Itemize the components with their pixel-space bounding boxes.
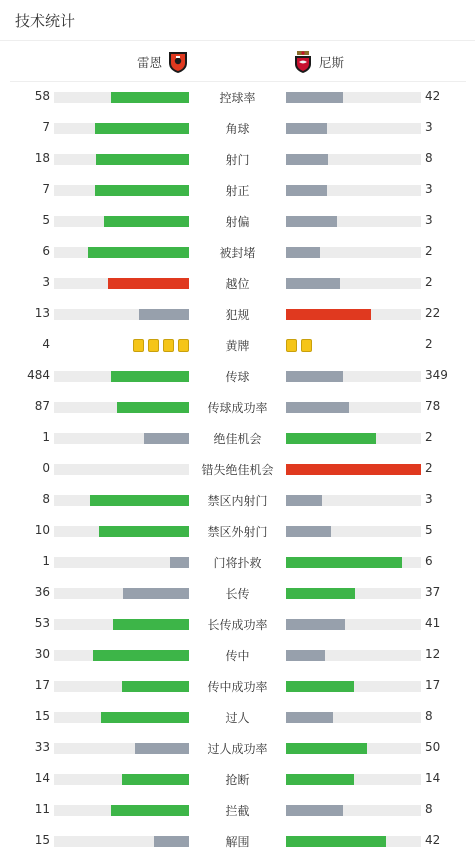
home-stat-value: 53 — [34, 616, 50, 630]
away-stat-bar — [286, 805, 421, 816]
home-stat-bar-fill — [111, 371, 189, 382]
stat-row — [0, 361, 475, 392]
stat-row — [0, 609, 475, 640]
away-stat-bar-fill — [286, 805, 343, 816]
home-stat-bar-fill — [154, 836, 189, 847]
home-team[interactable] — [137, 41, 189, 82]
away-team-name: 尼斯 — [319, 54, 345, 70]
away-stat-bar — [286, 371, 421, 382]
home-stat-bar-fill — [93, 650, 189, 661]
away-stat-value: 2 — [425, 275, 433, 289]
away-stat-bar — [286, 712, 421, 723]
home-stat-bar — [54, 247, 189, 258]
home-stat-value: 5 — [42, 213, 50, 227]
home-stat-value: 1 — [42, 430, 50, 444]
stat-row — [0, 671, 475, 702]
home-stat-bar — [54, 185, 189, 196]
away-stat-bar — [286, 433, 421, 444]
home-stat-value: 30 — [34, 647, 50, 661]
home-stat-value: 7 — [42, 182, 50, 196]
home-stat-value: 17 — [34, 678, 50, 692]
home-stat-bar — [54, 371, 189, 382]
away-stat-value: 8 — [425, 151, 433, 165]
stat-label: 长传 — [225, 587, 250, 601]
stat-label: 犯规 — [225, 308, 250, 322]
stat-label: 过人成功率 — [207, 742, 268, 756]
away-stat-bar-fill — [286, 743, 367, 754]
stats-list — [0, 82, 475, 857]
home-stat-bar-fill — [108, 278, 189, 289]
stat-row — [0, 299, 475, 330]
stat-row — [0, 826, 475, 857]
away-stat-value: 2 — [425, 244, 433, 258]
away-stat-value: 41 — [425, 616, 441, 630]
home-stat-bar-fill — [111, 805, 189, 816]
home-stat-bar-fill — [95, 123, 190, 134]
away-stat-bar-fill — [286, 464, 421, 475]
stat-label: 传中成功率 — [207, 680, 268, 694]
away-stat-bar — [286, 774, 421, 785]
away-stat-bar — [286, 526, 421, 537]
away-stat-bar-fill — [286, 619, 345, 630]
home-stat-bar-fill — [104, 216, 189, 227]
stats-header — [0, 0, 475, 41]
away-stat-bar-fill — [286, 836, 386, 847]
home-stat-bar-fill — [144, 433, 189, 444]
stat-row — [0, 578, 475, 609]
away-stat-value: 2 — [425, 461, 433, 475]
home-stat-bar — [54, 464, 189, 475]
away-stat-bar — [286, 402, 421, 413]
home-stat-bar-fill — [96, 154, 189, 165]
away-stat-bar — [286, 247, 421, 258]
away-stat-bar-fill — [286, 650, 325, 661]
stat-label: 解围 — [225, 835, 250, 849]
away-stat-value: 17 — [425, 678, 441, 692]
away-stat-bar — [286, 464, 421, 475]
home-stat-bar — [54, 526, 189, 537]
away-stat-bar-fill — [286, 123, 327, 134]
home-stat-value: 13 — [34, 306, 50, 320]
stat-label: 控球率 — [219, 91, 256, 105]
away-stat-value: 3 — [425, 213, 433, 227]
home-stat-bar — [54, 774, 189, 785]
home-stat-value: 15 — [34, 833, 50, 847]
home-stat-bar-fill — [122, 774, 190, 785]
home-stat-bar — [54, 650, 189, 661]
home-stat-value: 33 — [34, 740, 50, 754]
away-stat-bar — [286, 743, 421, 754]
away-stat-value: 349 — [425, 368, 448, 382]
stat-label: 拦截 — [225, 804, 250, 818]
stat-row — [0, 113, 475, 144]
stat-row — [0, 547, 475, 578]
home-yellow-cards — [133, 339, 189, 352]
stat-label: 抢断 — [225, 773, 250, 787]
stat-label: 射正 — [225, 184, 250, 198]
home-stat-value: 1 — [42, 554, 50, 568]
stat-row — [0, 237, 475, 268]
home-stat-value: 4 — [42, 337, 50, 351]
stat-label: 错失绝佳机会 — [201, 463, 274, 477]
away-stat-value: 42 — [425, 833, 441, 847]
stat-label: 禁区内射门 — [207, 494, 268, 508]
home-stat-bar — [54, 743, 189, 754]
home-stat-value: 11 — [34, 802, 50, 816]
home-stat-value: 484 — [27, 368, 50, 382]
away-stat-bar — [286, 92, 421, 103]
away-stat-bar — [286, 123, 421, 134]
away-stat-value: 6 — [425, 554, 433, 568]
away-stat-bar — [286, 650, 421, 661]
stat-label: 射门 — [225, 153, 250, 167]
away-stat-bar — [286, 681, 421, 692]
away-stat-value: 2 — [425, 337, 433, 351]
nice-crest-icon — [292, 50, 314, 74]
home-stat-bar — [54, 836, 189, 847]
away-stat-bar-fill — [286, 495, 322, 506]
stat-row — [0, 144, 475, 175]
stat-row — [0, 485, 475, 516]
away-team[interactable] — [292, 41, 344, 82]
home-stat-bar — [54, 433, 189, 444]
stat-row — [0, 702, 475, 733]
home-stat-bar-fill — [88, 247, 189, 258]
home-stat-bar-fill — [113, 619, 189, 630]
away-stat-bar-fill — [286, 216, 337, 227]
away-stat-value: 2 — [425, 430, 433, 444]
home-stat-value: 18 — [34, 151, 50, 165]
away-stat-value: 14 — [425, 771, 441, 785]
home-stat-bar — [54, 154, 189, 165]
away-stat-value: 42 — [425, 89, 441, 103]
away-stat-bar-fill — [286, 526, 331, 537]
stat-row — [0, 206, 475, 237]
away-stat-bar — [286, 216, 421, 227]
stat-label: 门将扑救 — [213, 556, 262, 570]
home-stat-bar-fill — [90, 495, 189, 506]
page-title: 技术统计 — [15, 12, 76, 30]
stat-row — [0, 392, 475, 423]
home-stat-value: 8 — [42, 492, 50, 506]
stat-row — [0, 764, 475, 795]
yellow-card-icon — [163, 339, 174, 352]
away-stat-bar — [286, 836, 421, 847]
away-stat-bar — [286, 619, 421, 630]
stat-label: 传球成功率 — [207, 401, 268, 415]
away-stat-value: 3 — [425, 120, 433, 134]
away-yellow-cards — [286, 339, 312, 352]
away-stat-value: 3 — [425, 182, 433, 196]
away-stat-bar — [286, 154, 421, 165]
stat-label: 黄牌 — [225, 339, 250, 353]
home-stat-value: 10 — [34, 523, 50, 537]
yellow-card-icon — [148, 339, 159, 352]
away-stat-bar-fill — [286, 154, 328, 165]
home-stat-value: 15 — [34, 709, 50, 723]
stat-row — [0, 733, 475, 764]
away-stat-bar-fill — [286, 712, 333, 723]
stat-row — [0, 516, 475, 547]
away-stat-value: 37 — [425, 585, 441, 599]
away-stat-bar-fill — [286, 402, 349, 413]
away-stat-bar-fill — [286, 185, 327, 196]
away-stat-bar-fill — [286, 309, 371, 320]
away-stat-bar-fill — [286, 371, 343, 382]
yellow-card-icon — [301, 339, 312, 352]
home-stat-value: 0 — [42, 461, 50, 475]
away-stat-bar — [286, 185, 421, 196]
stat-row — [0, 82, 475, 113]
away-stat-bar-fill — [286, 92, 343, 103]
away-stat-value: 50 — [425, 740, 441, 754]
home-stat-bar-fill — [139, 309, 189, 320]
away-stat-bar — [286, 557, 421, 568]
home-stat-bar-fill — [95, 185, 190, 196]
home-stat-bar — [54, 309, 189, 320]
home-stat-bar — [54, 92, 189, 103]
yellow-card-icon — [178, 339, 189, 352]
away-stat-bar-fill — [286, 681, 354, 692]
home-stat-bar — [54, 278, 189, 289]
stat-label: 长传成功率 — [207, 618, 268, 632]
home-stat-bar — [54, 681, 189, 692]
away-stat-bar — [286, 278, 421, 289]
away-stat-value: 8 — [425, 709, 433, 723]
home-stat-bar — [54, 805, 189, 816]
away-stat-bar-fill — [286, 247, 320, 258]
home-stat-bar — [54, 495, 189, 506]
home-stat-bar — [54, 557, 189, 568]
home-stat-bar-fill — [111, 92, 189, 103]
home-stat-value: 7 — [42, 120, 50, 134]
stat-label: 禁区外射门 — [207, 525, 268, 539]
stat-row — [0, 175, 475, 206]
home-stat-bar — [54, 712, 189, 723]
stat-label: 过人 — [225, 711, 250, 725]
home-stat-value: 87 — [34, 399, 50, 413]
yellow-card-icon — [133, 339, 144, 352]
home-stat-value: 58 — [34, 89, 50, 103]
stat-row — [0, 330, 475, 361]
stat-row — [0, 795, 475, 826]
away-stat-bar-fill — [286, 557, 402, 568]
home-stat-bar — [54, 402, 189, 413]
yellow-card-icon — [286, 339, 297, 352]
home-stat-bar — [54, 588, 189, 599]
home-stat-bar — [54, 123, 189, 134]
stat-label: 传球 — [225, 370, 250, 384]
stat-label: 角球 — [225, 122, 250, 136]
home-stat-bar — [54, 216, 189, 227]
away-stat-value: 8 — [425, 802, 433, 816]
home-stat-bar-fill — [101, 712, 189, 723]
stat-row — [0, 454, 475, 485]
stat-label: 越位 — [225, 277, 250, 291]
home-stat-value: 3 — [42, 275, 50, 289]
away-stat-value: 78 — [425, 399, 441, 413]
away-stat-value: 22 — [425, 306, 441, 320]
home-stat-value: 36 — [34, 585, 50, 599]
away-stat-bar-fill — [286, 433, 376, 444]
rennes-crest-icon — [167, 50, 189, 74]
stat-label: 射偏 — [225, 215, 250, 229]
away-stat-bar — [286, 588, 421, 599]
home-team-name: 雷恩 — [136, 54, 162, 70]
away-stat-bar-fill — [286, 278, 340, 289]
home-stat-value: 6 — [42, 244, 50, 258]
stat-row — [0, 640, 475, 671]
home-stat-bar-fill — [117, 402, 189, 413]
home-stat-bar — [54, 619, 189, 630]
away-stat-value: 3 — [425, 492, 433, 506]
stat-label: 被封堵 — [219, 246, 256, 260]
stat-label: 传中 — [225, 649, 250, 663]
team-header-row — [10, 41, 466, 82]
stat-row — [0, 268, 475, 299]
stat-row — [0, 423, 475, 454]
home-stat-bar-fill — [122, 681, 190, 692]
away-stat-value: 12 — [425, 647, 441, 661]
home-stat-value: 14 — [34, 771, 50, 785]
away-stat-bar — [286, 309, 421, 320]
away-stat-value: 5 — [425, 523, 433, 537]
away-stat-bar — [286, 495, 421, 506]
away-stat-bar-fill — [286, 774, 354, 785]
home-stat-bar-fill — [99, 526, 189, 537]
home-stat-bar-fill — [135, 743, 189, 754]
stat-label: 绝佳机会 — [213, 432, 262, 446]
home-stat-bar-fill — [123, 588, 189, 599]
away-stat-bar-fill — [286, 588, 355, 599]
home-stat-bar-fill — [170, 557, 189, 568]
